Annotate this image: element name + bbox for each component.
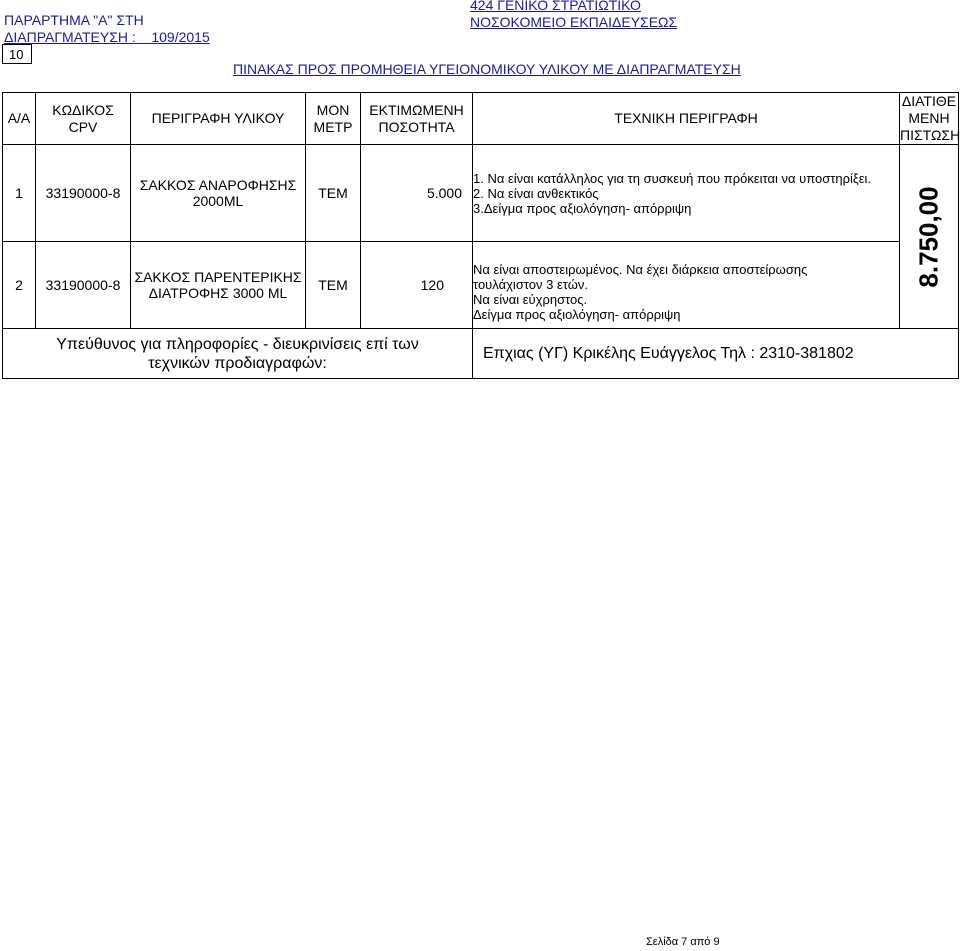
credit-cell <box>900 145 959 329</box>
col-unit: ΜΟΝ ΜΕΤΡ <box>306 93 361 145</box>
table-row <box>3 145 959 242</box>
hospital-header <box>470 0 677 31</box>
row-quantity: 120 <box>361 242 473 329</box>
col-quantity: ΕΚΤΙΜΩΜΕΝΗ ΠΟΣΟΤΗΤΑ <box>361 93 473 145</box>
responsible-label: Υπεύθυνος για πληροφορίες - διευκρινίσεις επί των τεχνικών προδιαγραφών: <box>3 329 473 379</box>
document-number-box: 10 <box>2 44 32 64</box>
row-technical: Να είναι αποστειρωμένος. Να έχει διάρκεια αποστείρωσης τουλάχιστον 3 ετών. Να είναι εύχρηστος. Δείγμα προς αξιολόγηση- απόρριψη <box>473 242 900 329</box>
negotiation-label: ΔΙΑΠΡΑΓΜΑΤΕΥΣΗ : <box>4 29 136 45</box>
procurement-table <box>2 92 959 379</box>
col-description: ΠΕΡΙΓΡΑΦΗ ΥΛΙΚΟΥ <box>131 93 306 145</box>
table-row <box>3 242 959 329</box>
row-quantity: 5.000 <box>361 145 473 242</box>
row-technical: 1. Να είναι κατάλληλος για τη συσκευή που πρόκειται να υποστηρίξει. 2. Να είναι ανθεκτικός 3.Δείγμα προς αξιολόγηση- απόρριψη <box>473 145 900 242</box>
page-number: Σελίδα 7 από 9 <box>646 936 720 948</box>
row-aa: 1 <box>3 145 36 242</box>
annex-header <box>4 12 210 46</box>
row-description: ΣΑΚΚΟΣ ΑΝΑΡΟΦΗΣΗΣ 2000ML <box>131 145 306 242</box>
credit-total: 8.750,00 <box>913 185 944 288</box>
col-aa: Α/Α <box>3 93 36 145</box>
responsible-contact: Επχιας (ΥΓ) Κρικέλης Ευάγγελος Τηλ : 2310-381802 <box>473 329 959 379</box>
col-credit: ΔΙΑΤΙΘΕ ΜΕΝΗ ΠΙΣΤΩΣΗ <box>900 93 960 143</box>
row-cpv: 33190000-8 <box>36 242 131 329</box>
annex-line: ΠΑΡΑΡΤΗΜΑ "Α" ΣΤΗ <box>4 12 144 28</box>
hospital-line-1: 424 ΓΕΝΙΚΟ ΣΤΡΑΤΙΩΤΙΚΟ <box>470 0 641 13</box>
row-unit: ΤΕΜ <box>306 145 361 242</box>
negotiation-number: 109/2015 <box>151 29 210 45</box>
col-technical: ΤΕΧΝΙΚΗ ΠΕΡΙΓΡΑΦΗ <box>473 93 900 145</box>
header-row <box>3 93 959 145</box>
row-aa: 2 <box>3 242 36 329</box>
table-title: ΠΙΝΑΚΑΣ ΠΡΟΣ ΠΡΟΜΗΘΕΙΑ ΥΓΕΙΟΝΟΜΙΚΟΥ ΥΛΙΚΟΥ ΜΕ ΔΙΑΠΡΑΓΜΑΤΕΥΣΗ <box>233 61 741 77</box>
row-unit: ΤΕΜ <box>306 242 361 329</box>
row-description: ΣΑΚΚΟΣ ΠΑΡΕΝΤΕΡΙΚΗΣ ΔΙΑΤΡΟΦΗΣ 3000 ML <box>131 242 306 329</box>
negotiation-line <box>4 29 210 46</box>
hospital-line-2: ΝΟΣΟΚΟΜΕΙΟ ΕΚΠΑΙΔΕΥΣΕΩΣ <box>470 14 678 30</box>
col-code: ΚΩΔΙΚΟΣ CPV <box>36 93 131 145</box>
footer-row <box>3 329 959 379</box>
row-cpv: 33190000-8 <box>36 145 131 242</box>
